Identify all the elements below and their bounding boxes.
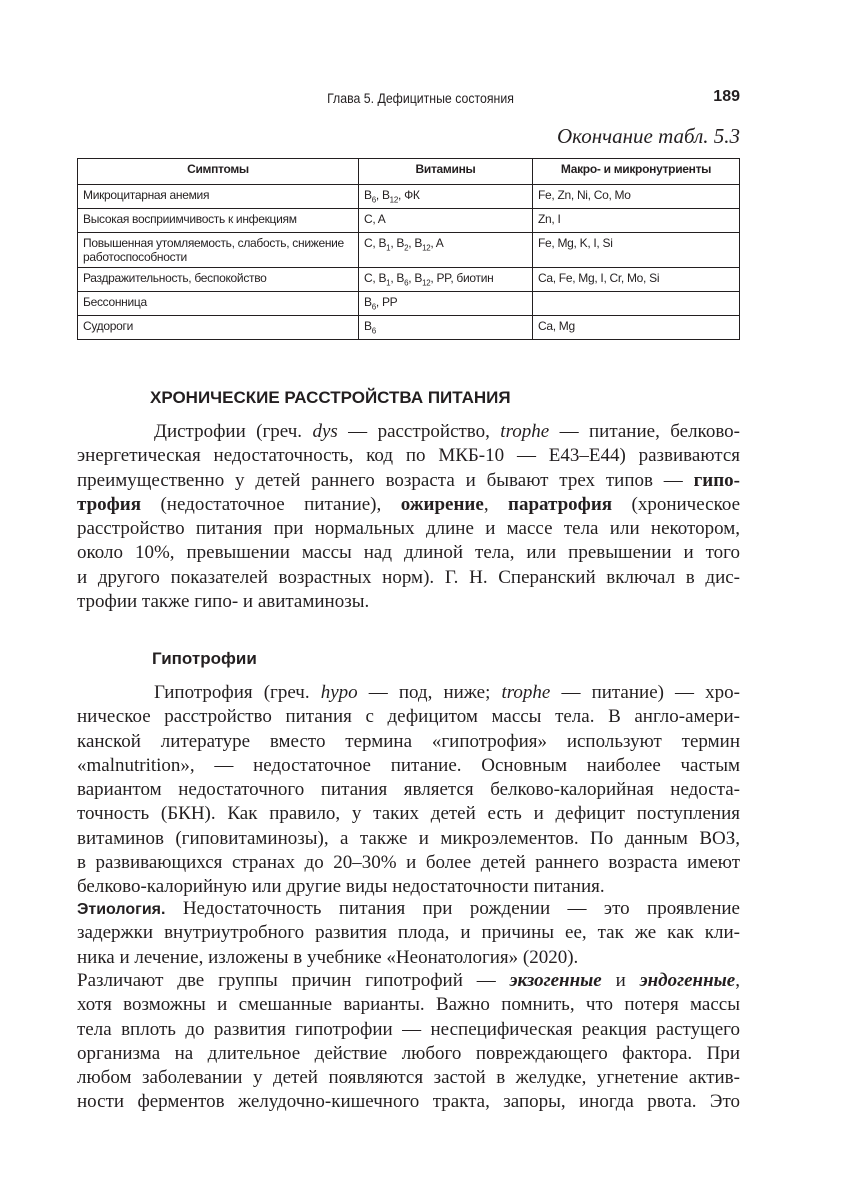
text-line [77, 897, 740, 921]
vitamins-cell: C, A [359, 209, 533, 233]
vitamin [378, 236, 391, 253]
text-line [77, 827, 740, 851]
vitamin [364, 319, 376, 336]
text-run: ническое расстройство питания с дефицитом массы тела. В англо-амери- [77, 706, 740, 728]
text-line [77, 969, 740, 993]
text-run: тела вплоть до развития гипотрофии — неспецифическая реакция растущего [77, 1018, 740, 1040]
text-run: , [735, 970, 740, 991]
text-run: около 10%, превышении массы над длиной тела, или превышении и того [77, 542, 740, 564]
table-row [78, 268, 740, 292]
symptom-cell: Микроцитарная анемия [78, 185, 359, 209]
vitamin-subscript: 6 [371, 302, 376, 312]
text-line [77, 921, 740, 945]
text-line [77, 590, 740, 614]
text-run: любом заболевании у детей появляются застой в желудке, угнетение актив- [77, 1067, 740, 1089]
text-run: trophe [501, 682, 551, 703]
vitamin [378, 212, 386, 226]
vitamin [414, 271, 431, 288]
vitamin [364, 212, 372, 226]
vitamin [436, 236, 444, 250]
vitamin-letter: A [435, 236, 444, 250]
table-header-row [78, 159, 740, 185]
vitamin-letter: B [381, 188, 390, 202]
vitamins-cell: $B_6$, $B_{12}$, ФК [359, 185, 533, 209]
text-line [77, 993, 740, 1017]
vitamin-letter: B [364, 295, 372, 309]
vitamin-letter: PP [381, 295, 398, 309]
minerals-cell: Ca, Fe, Mg, I, Cr, Mo, Si [533, 268, 740, 292]
subsection-heading: Гипотрофии [152, 649, 257, 668]
text-run: преимущественно у детей раннего возраста и бывают трех типов — [77, 469, 694, 491]
text-run: Дистрофии (греч. [154, 421, 313, 442]
paragraph [77, 969, 740, 1115]
vitamin-letter: B [364, 319, 372, 333]
vitamin-letter: B [378, 271, 387, 285]
text-run: экзогенные [509, 970, 602, 991]
text-run: трофии также гипо- и авитаминозы. [77, 591, 370, 613]
text-run: Этиология. [77, 901, 166, 918]
text-line [77, 541, 740, 565]
vitamin-subscript: 6 [404, 278, 409, 288]
text-run: Гипотрофия (греч. [154, 682, 321, 703]
vitamin-letter: C [364, 236, 373, 250]
text-line [77, 754, 740, 778]
vitamin-letter: B [414, 236, 423, 250]
vitamin-letter: биотин [456, 271, 494, 285]
vitamin [456, 271, 493, 285]
vitamin-letter: B [396, 271, 405, 285]
text-line [77, 946, 740, 970]
text-run: «malnutrition», — недостаточное питание. Основным наиболее частым [77, 754, 740, 776]
vitamin-subscript: 2 [404, 243, 409, 253]
vitamin [364, 188, 376, 205]
text-line [77, 802, 740, 826]
column-header: Витамины [359, 159, 533, 185]
column-header: Симптомы [78, 159, 359, 185]
text-run: энергетическая недостаточность, код по МКБ-10 — Е43–Е44) развиваются [77, 445, 740, 467]
text-run: канской литературе вместо термина «гипотрофия» используют термин [77, 730, 740, 752]
text-line [77, 705, 740, 729]
column-header: Макро- и микронутриенты [533, 159, 740, 185]
text-run: и [601, 970, 640, 991]
vitamin-letter: B [378, 236, 387, 250]
table-row [78, 185, 740, 209]
text-run: вариантом недостаточного питания является белково-калорийная недоста- [77, 779, 740, 801]
vitamin [382, 295, 397, 309]
symptom-cell: Раздражительность, беспокойство [78, 268, 359, 292]
vitamin-letter: B [396, 236, 405, 250]
text-run: Различают две группы причин гипотрофий — [77, 970, 510, 991]
text-run: эндогенные [639, 970, 736, 991]
paragraph [77, 681, 740, 900]
text-run: паратрофия [508, 493, 613, 515]
text-run: в развивающихся странах до 20–30% и более детей раннего возраста имеют [77, 852, 740, 874]
table-row [78, 233, 740, 268]
symptom-cell: Судороги [78, 316, 359, 340]
text-run: трофия [77, 493, 142, 515]
text-run: ожирение [400, 493, 484, 515]
text-line [77, 444, 740, 468]
text-run: хотя возможны и смешанные варианты. Важно помнить, что потеря массы [77, 994, 740, 1016]
vitamin-letter: PP [436, 271, 451, 285]
vitamin [378, 271, 391, 288]
running-header: Глава 5. Дефицитные состояния [327, 90, 514, 106]
page-number: 189 [713, 88, 740, 105]
vitamin-letter: B [414, 271, 423, 285]
text-run: гипо- [693, 469, 740, 491]
text-line [77, 681, 740, 705]
vitamin-subscript: 6 [371, 195, 376, 205]
paragraph [77, 420, 740, 614]
text-run: расстройство питания при нормальных длине и массе тела или некотором, [77, 518, 740, 540]
vitamins-cell: $B_6$, PP [359, 292, 533, 316]
text-run: Недостаточность питания при рождении — это проявление [165, 898, 740, 919]
vitamin [404, 188, 420, 202]
text-run: (хроническое [612, 493, 741, 515]
text-run: hypo [320, 682, 358, 703]
minerals-cell: Fe, Zn, Ni, Co, Mo [533, 185, 740, 209]
text-run: trophe [500, 421, 550, 442]
vitamin-subscript: 12 [389, 195, 398, 205]
text-run: и другого показателей возрастных норм). Г. Н. Сперанский включал в дис- [77, 566, 740, 588]
text-line [77, 778, 740, 802]
vitamin-subscript: 1 [386, 278, 391, 288]
text-run: белково-калорийную или другие виды недостаточности питания. [77, 876, 605, 898]
table-row [78, 316, 740, 340]
vitamin-subscript: 12 [422, 278, 431, 288]
symptom-cell: Повышенная утомляемость, слабость, снижение работоспособности [78, 233, 359, 268]
text-run: — питание) — хро- [550, 682, 740, 703]
text-run: (недостаточное питание), [141, 493, 401, 515]
text-line [77, 1018, 740, 1042]
text-run: — питание, белково- [549, 421, 740, 442]
symptoms-table [77, 158, 740, 340]
text-line [77, 566, 740, 590]
vitamin [381, 188, 398, 205]
text-line [77, 420, 740, 444]
symptom-cell: Высокая восприимчивость к инфекциям [78, 209, 359, 233]
text-run: , [483, 493, 509, 515]
vitamin-letter: A [377, 212, 386, 226]
text-line [77, 1066, 740, 1090]
text-run: организма на длительное действие любого повреждающего фактора. При [77, 1042, 740, 1064]
vitamin [364, 271, 372, 285]
text-line [77, 493, 740, 517]
text-line [77, 1042, 740, 1066]
minerals-cell: Fe, Mg, K, I, Si [533, 233, 740, 268]
text-line [77, 730, 740, 754]
text-line [77, 851, 740, 875]
table-caption: Окончание табл. 5.3 [557, 124, 740, 148]
text-line [77, 517, 740, 541]
minerals-cell: Ca, Mg [533, 316, 740, 340]
vitamin-subscript: 6 [371, 326, 376, 336]
section-heading: ХРОНИЧЕСКИЕ РАССТРОЙСТВА ПИТАНИЯ [150, 388, 511, 407]
table-row [78, 292, 740, 316]
text-line [77, 1090, 740, 1114]
vitamin [364, 236, 372, 250]
vitamin [414, 236, 431, 253]
symptom-cell: Бессонница [78, 292, 359, 316]
text-run: dys [312, 421, 338, 442]
vitamin [436, 271, 450, 285]
vitamins-cell: C, $B_1$, $B_2$, $B_{12}$, A [359, 233, 533, 268]
text-run: витаминов (гиповитаминозы), а также и микроэлементов. По данным ВОЗ, [77, 827, 740, 849]
text-run: задержки внутриутробного развития плода, и причины ее, так же как кли- [77, 922, 740, 944]
text-run: — под, ниже; [357, 682, 502, 703]
vitamin-letter: C [364, 212, 373, 226]
text-run: — расстройство, [337, 421, 501, 442]
minerals-cell: Zn, I [533, 209, 740, 233]
vitamin-subscript: 1 [386, 243, 391, 253]
vitamin-letter: C [364, 271, 373, 285]
vitamin [396, 271, 409, 288]
vitamins-cell: C, $B_1$, $B_6$, $B_{12}$, PP, биотин [359, 268, 533, 292]
vitamins-cell [359, 316, 533, 340]
vitamin-subscript: 12 [422, 243, 431, 253]
text-run: точность (БКН). Как правило, у таких детей есть и дефицит поступления [77, 803, 740, 825]
text-run: ника и лечение, изложены в учебнике «Неонатология» (2020). [77, 946, 579, 968]
text-line [77, 469, 740, 493]
vitamin [396, 236, 409, 253]
vitamin-letter: ФК [404, 188, 420, 202]
vitamin [364, 295, 376, 312]
text-run: ности ферментов желудочно-кишечного тракта, запоры, иногда рвота. Это [77, 1091, 740, 1113]
table-row [78, 209, 740, 233]
vitamin-letter: B [364, 188, 372, 202]
minerals-cell [533, 292, 740, 316]
paragraph [77, 897, 740, 970]
